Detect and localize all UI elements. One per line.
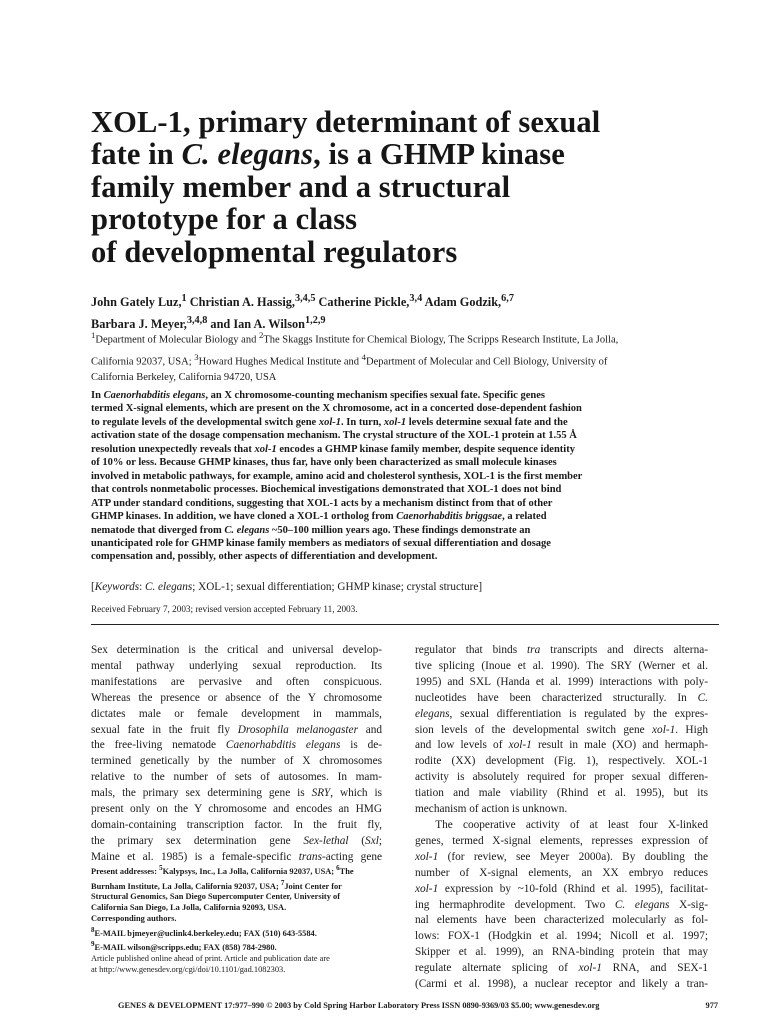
author-name: Adam Godzik,: [422, 295, 502, 310]
title-line: prototype for a class: [91, 202, 358, 237]
affiliations: [91, 327, 721, 386]
body-line: the free-living nematode Caenorhabditis elegans is de-: [91, 739, 382, 752]
body-line: the primary sex determination gene Sex-lethal (Sxl;: [91, 834, 382, 847]
abstract-line: termed X-signal elements, which are present on the X chromosome, act in a concerted dose-dependent fashion: [91, 403, 582, 415]
body-line: regulator that binds tra transcripts and directs alterna-: [415, 644, 708, 656]
body-line: (Carmi et al. 1998), a nuclear receptor and likely a tran-: [415, 978, 708, 991]
body-line: tive splicing (Inoue et al. 1990). The SRY (Werner et al.: [415, 659, 708, 672]
affiliation-line: $^1$Department of Molecular Biology and $^2$The Skaggs Institute for Chemical Biology, The Scripps Research Institute, La Jolla,: [91, 330, 619, 346]
body-line: genes, termed X-signal elements, represses expression of: [415, 834, 708, 847]
body-line: nucleotides have been characterized structurally. In C.: [415, 691, 708, 704]
author-affil-mark: 1,2,9: [305, 314, 326, 326]
body-line: termined genetically by the number of X chromosomes: [91, 755, 382, 768]
body-line: mechanism of action is unknown.: [415, 803, 568, 816]
abstract-line: unanticipated role for GHMP kinase family members as mediators of sexual differentiation and dosage: [91, 537, 551, 549]
footnotes: [91, 863, 391, 975]
abstract-line: of 10% or less. Because GHMP kinases, thus far, have only been characterized as small molecule kinases: [91, 457, 557, 469]
body-line: ing hermaphrodite development. Two C. elegans X-sig-: [415, 898, 708, 911]
body-line: mals, the primary sex determining gene is SRY, which is: [91, 787, 382, 800]
title-line: family member and a structural: [91, 169, 511, 204]
keywords-label: Keywords: [94, 581, 140, 593]
body-line: sion levels of the developmental switch gene xol-1. High: [415, 723, 708, 736]
author-name: Catherine Pickle,: [315, 295, 410, 310]
body-line: number of X-signal elements, an XX embryo reduces: [415, 866, 708, 879]
footnote-email: $^9$E-MAIL wilson@scripps.edu; FAX (858) 784-2980.: [91, 940, 277, 952]
abstract-line: resolution unexpectedly reveals that xol-1 encodes a GHMP kinase family member, despite sequence identity: [91, 443, 575, 455]
author-affil-mark: 3,4: [409, 293, 423, 304]
abstract-line: involved in metabolic pathways, for example, amino acid and cholesterol synthesis, XOL-1 is the first member: [91, 470, 583, 482]
page-footer: [118, 1000, 718, 1011]
body-line: The cooperative activity of at least four X-linked: [415, 818, 708, 831]
body-line: relative to the number of sets of autosomes. In mam-: [91, 771, 382, 784]
body-line: activity is absolutely required for proper sexual differen-: [415, 771, 708, 784]
abstract-line: GHMP kinases. In addition, we have cloned a XOL-1 ortholog from Caenorhabditis briggsae, a related: [91, 511, 547, 523]
author-name: and Ian A. Wilson: [207, 316, 305, 331]
body-column-right: [415, 643, 708, 993]
page-number: 977: [705, 1001, 718, 1010]
footnote-line: Structural Genomics, San Diego Supercomputer Center, University of: [91, 892, 340, 902]
footnote-line: at http://www.genesdev.org/cgi/doi/10.1101/gad.1082303.: [91, 964, 286, 974]
abstract-line: In Caenorhabditis elegans, an X chromosome-counting mechanism specifies sexual fate. Specific genes: [91, 390, 545, 401]
author-line: [91, 290, 731, 312]
body-line: domain-containing transcription factor. In the fruit fly,: [91, 818, 382, 831]
journal-citation: GENES & DEVELOPMENT 17:977–990 © 2003 by Cold Spring Harbor Laboratory Press ISSN 0890-9369/03 $5.00; www.genesdev.org: [118, 1001, 600, 1010]
abstract: [91, 389, 721, 564]
author-affil-mark: 3,4,5: [294, 293, 316, 304]
body-line: nal elements have been characterized molecularly as fol-: [415, 914, 708, 927]
title-line: XOL-1, primary determinant of sexual: [91, 105, 601, 139]
footnote-line: Corresponding authors.: [91, 913, 177, 923]
author-affil-mark: 6,7: [501, 293, 514, 304]
author-name: Barbara J. Meyer,: [91, 316, 187, 331]
body-line: present only on the Y chromosome and encodes an HMG: [91, 803, 382, 816]
affiliation-line: California Berkeley, California 94720, USA: [91, 372, 277, 383]
body-line: Maine et al. 1985) is a female-specific trans-acting gene: [91, 850, 382, 863]
abstract-line: compensation and, possibly, other aspects of differentiation and development.: [91, 551, 438, 563]
body-line: Whereas the presence or absence of the Y chromosome: [91, 691, 382, 704]
article-title: [91, 106, 731, 268]
keywords: [Keywords: C. elegans; XOL-1; sexual differentiation; GHMP kinase; crystal structure]: [91, 581, 483, 593]
body-line: sexual fate in the fruit fly Drosophila melanogaster and: [91, 723, 383, 736]
body-line: elegans, sexual differentiation is regulated by the expres-: [415, 707, 708, 720]
body-line: tiation and male viability (Rhind et al. 1995), but its: [415, 787, 708, 800]
footnote-email: $^8$E-MAIL bjmeyer@uclink4.berkeley.edu; FAX (510) 643-5584.: [91, 925, 317, 938]
footnote-line: California San Diego, La Jolla, California 92093, USA.: [91, 902, 287, 912]
received-dates: Received February 7, 2003; revised version accepted February 11, 2003.: [91, 604, 358, 614]
abstract-line: to regulate levels of the developmental switch gene xol-1. In turn, xol-1 levels determine sexual fate and the: [91, 416, 568, 428]
author-name: Christian A. Hassig,: [186, 295, 295, 310]
footnote-line: Present addresses: $^5$Kalypsys, Inc., La Jolla, California 92037, USA; $^6$The: [91, 864, 354, 876]
abstract-line: nematode that diverged from C. elegans ~50–100 million years ago. These findings demonstrate an: [91, 524, 531, 536]
title-line: fate in C. elegans, is a GHMP kinase: [91, 137, 565, 172]
footnote-line: Article published online ahead of print. Article and publication date are: [91, 953, 330, 963]
body-line: and low levels of xol-1 result in male (XO) and hermaph-: [415, 739, 708, 752]
body-column-left: [91, 643, 382, 866]
abstract-line: activation state of the dosage compensation mechanism. The crystal structure of the XOL-1 protein at 1.55 Å: [91, 430, 577, 442]
body-line: regulate alternate splicing of xol-1 RNA, and SEX-1: [415, 962, 708, 975]
author-affil-mark: 3,4,8: [186, 314, 208, 326]
abstract-line: that controls nonmetabolic processes. Biochemical investigations demonstrated that XOL-1 does not bind: [91, 484, 562, 496]
affiliation-line: California 92037, USA; $^3$Howard Hughes Medical Institute and $^4$Department of Molecular and Cell Biology, University of: [91, 351, 608, 367]
body-line: lows: FOX-1 (Hodgkin et al. 1994; Nicoll et al. 1997;: [415, 930, 708, 943]
section-divider: [91, 624, 719, 625]
body-line: 1995) and SXL (Handa et al. 1999) interactions with poly-: [415, 675, 708, 688]
body-line: Sex determination is the critical and universal develop-: [91, 644, 382, 656]
author-name: John Gately Luz,: [91, 295, 182, 310]
body-line: xol-1 (for review, see Meyer 2000a). By doubling the: [415, 850, 708, 863]
body-line: rodite (XX) development (Fig. 1), respectively. XOL-1: [415, 755, 708, 768]
author-affil-mark: 1: [181, 293, 187, 304]
footnote-line: Burnham Institute, La Jolla, California 92037, USA; $^7$Joint Center for: [91, 878, 342, 891]
body-line: mental pathway underlying sexual reproduction. Its: [91, 659, 382, 672]
title-line: of developmental regulators: [91, 234, 458, 269]
body-line: dictates male or female development in mammals,: [91, 707, 382, 720]
body-line: Skipper et al. 1999), an RNA-binding protein that may: [415, 946, 708, 959]
body-line: manifestations are pervasive and often conspicuous.: [91, 675, 382, 688]
abstract-line: ATP under standard conditions, suggesting that XOL-1 acts by a mechanism distinct from that of other: [91, 497, 553, 509]
body-line: xol-1 expression by ~10-fold (Rhind et al. 1995), facilitat-: [415, 882, 708, 895]
